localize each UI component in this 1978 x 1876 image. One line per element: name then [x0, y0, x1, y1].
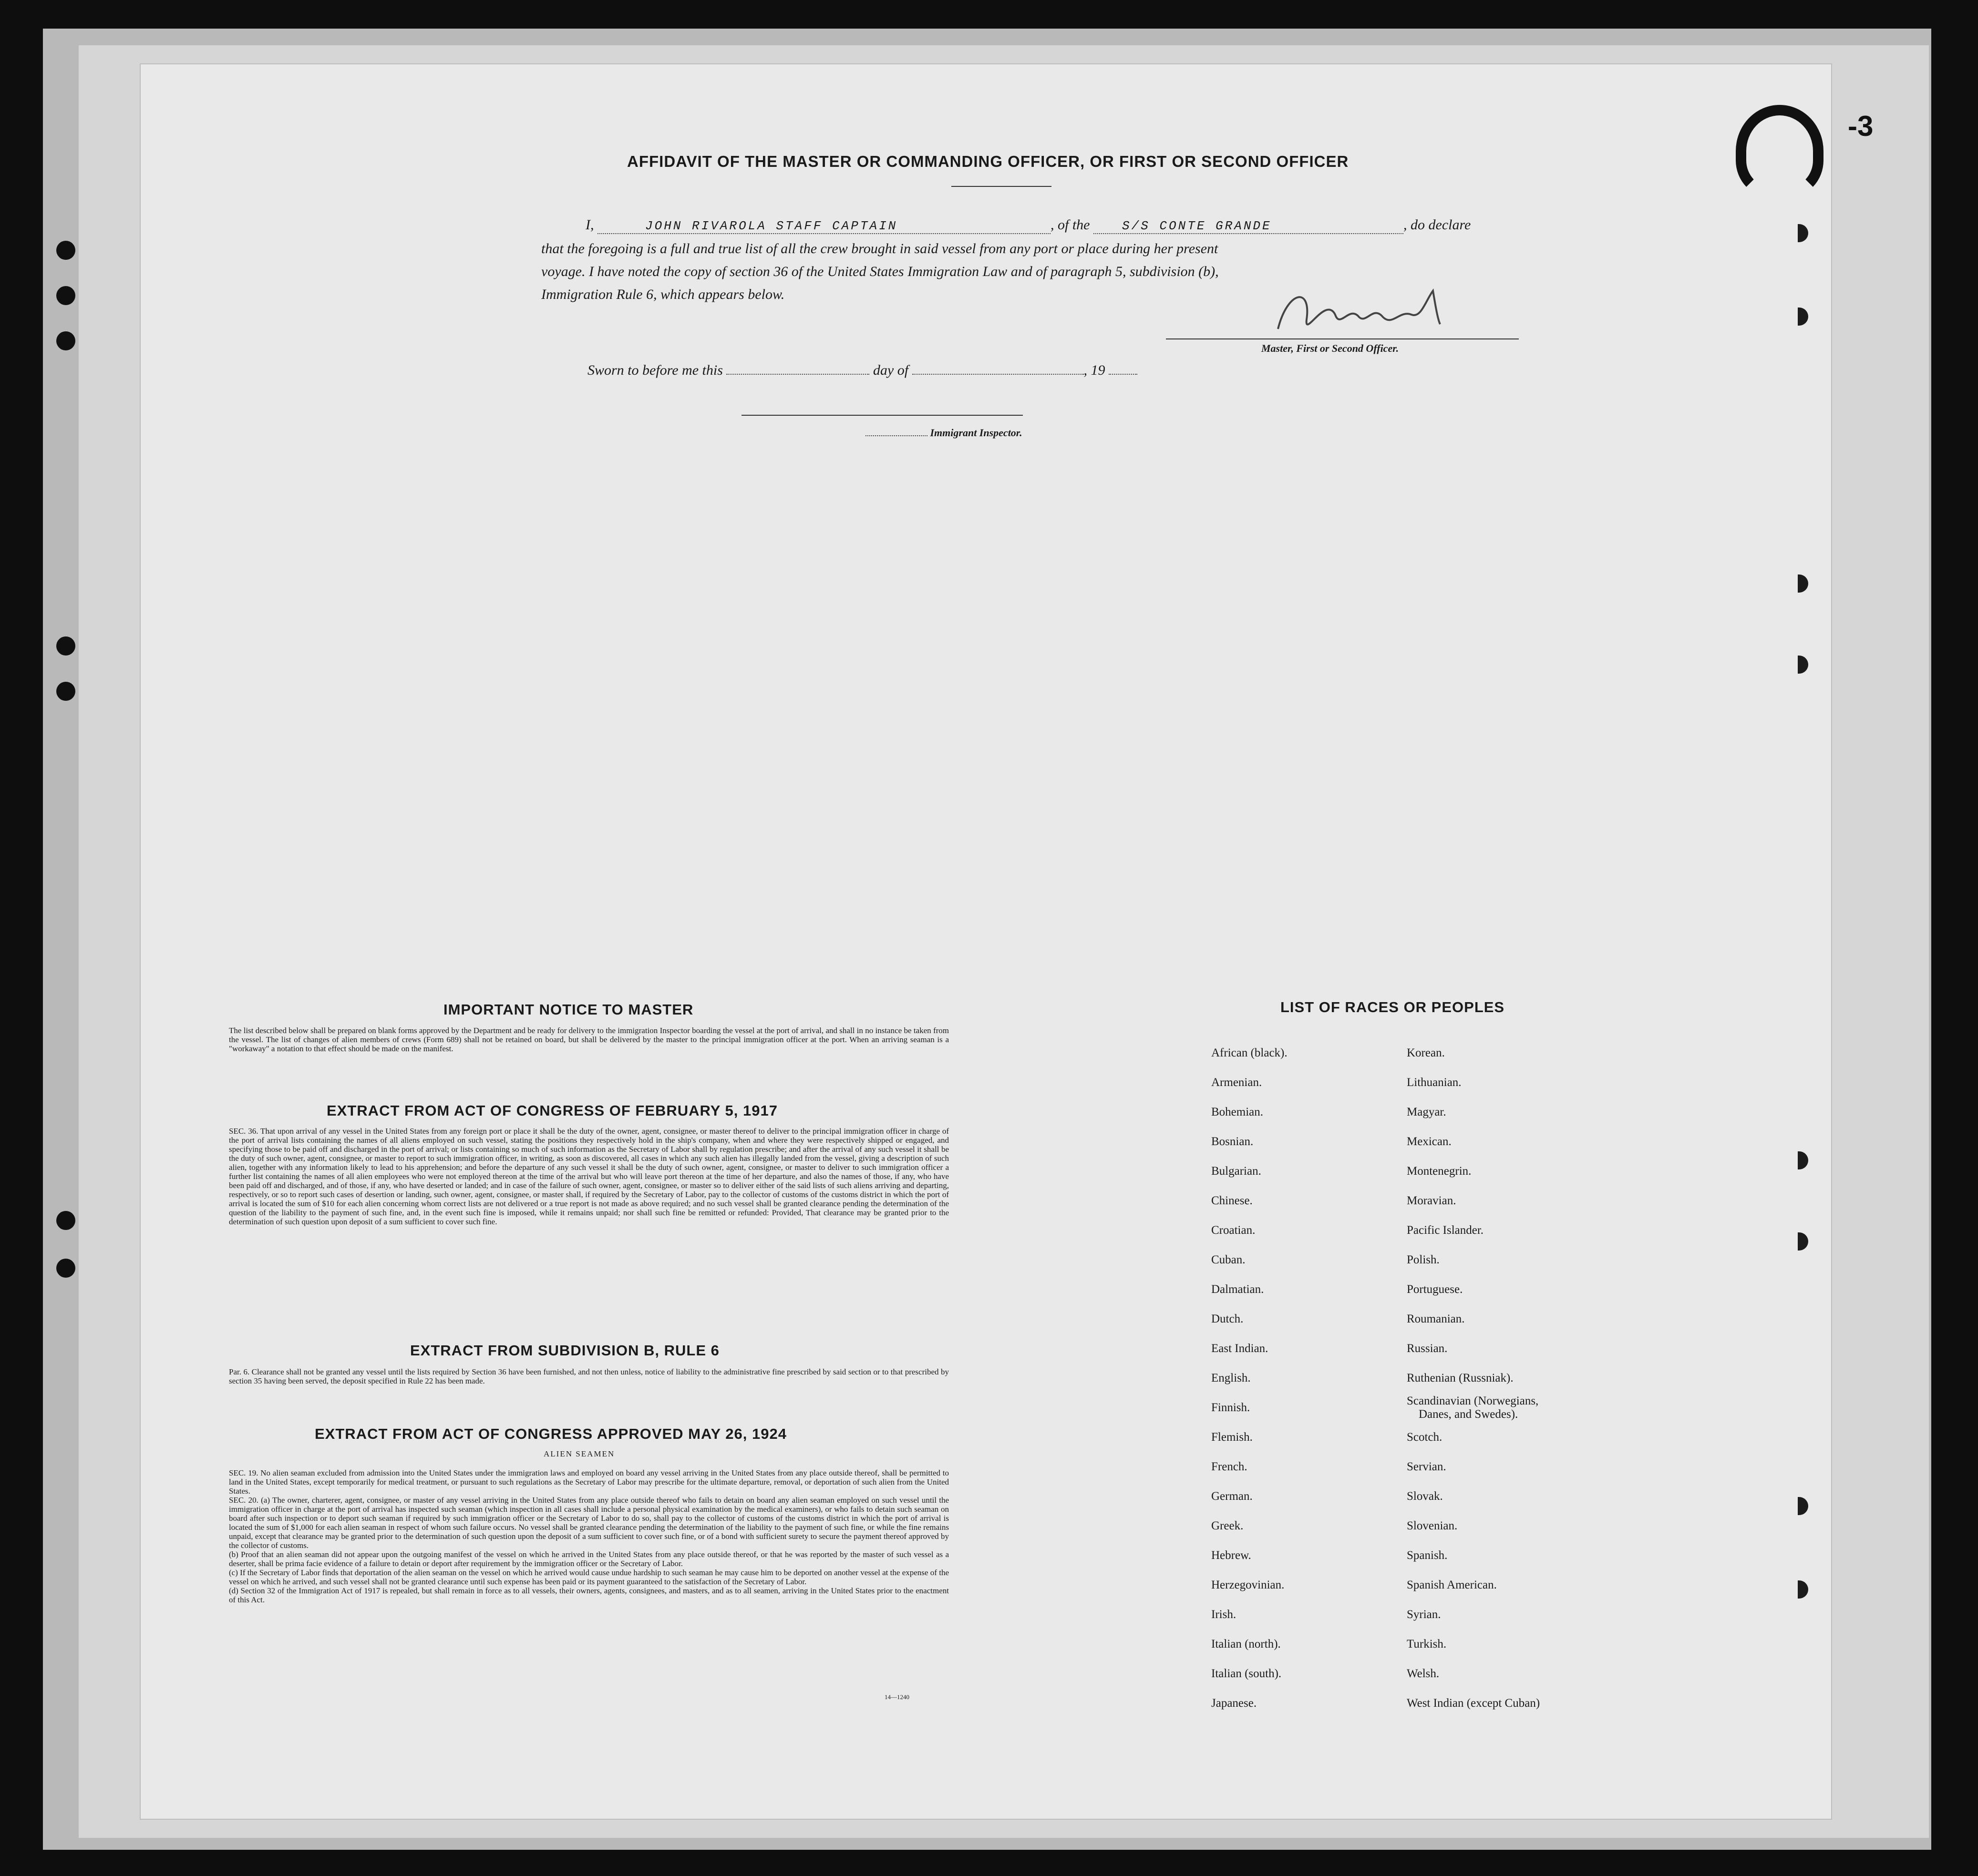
race-right: Montenegrin.	[1407, 1165, 1472, 1178]
extract1-title: EXTRACT FROM ACT OF CONGRESS OF FEBRUARY 5, 1917	[327, 1102, 778, 1119]
race-right: Russian.	[1407, 1342, 1448, 1355]
signature-line	[1166, 338, 1519, 339]
binder-hole	[56, 286, 75, 305]
race-left: Italian (north).	[1211, 1638, 1281, 1650]
race-left: Irish.	[1211, 1608, 1236, 1621]
sworn-day-field	[726, 374, 869, 375]
binder-hole	[56, 682, 75, 701]
race-left: Finnish.	[1211, 1401, 1250, 1414]
race-right: Roumanian.	[1407, 1312, 1465, 1325]
page-number: -3	[1848, 110, 1874, 142]
affidavit-line-2: that the foregoing is a full and true list of all the crew brought in said vessel from any port or place during her present	[541, 241, 1218, 256]
race-left: Dutch.	[1211, 1312, 1244, 1325]
master-signature	[1268, 277, 1473, 348]
race-right-continuation: Danes, and Swedes).	[1419, 1408, 1518, 1421]
inspector-caption: Immigrant Inspector.	[930, 427, 1022, 439]
affidavit-title: AFFIDAVIT OF THE MASTER OR COMMANDING OFFICER, OR FIRST OR SECOND OFFICER	[627, 153, 1349, 170]
extract3-sec19: SEC. 19. No alien seaman excluded from admission into the United States under the immigration laws and employed on board any vessel arriving in the United States from any place outside thereof, shall be permitted to land in the United States, except temporarily for medical treatment, or pursuant to such regulations as the Secretary of Labor may prescribe for the ultimate departure, removal, or deportation of such alien from the United States.	[229, 1468, 949, 1496]
title-underline	[951, 186, 1051, 187]
race-right: Moravian.	[1407, 1194, 1456, 1207]
extract1-body: SEC. 36. That upon arrival of any vessel in the United States from any foreign port or place it shall be the duty of the owner, agent, consignee, or master thereof to deliver to the principal immigration officer in charge of the port of arrival lists containing the names of all aliens employed on such vessel, stating the positions they respectively hold in the ship's company, when and where they were respectively shipped or engaged, and specifying those to be paid off and discharged in the port of arrival; or lists containing so much of such information as the Secretary of Labor shall by regulation prescribe; and after the arrival of any such vessel it shall be the duty of such owner, agent, consignee, or master to report to such immigration officer, in writing, as soon as discovered, all cases in which any such alien has illegally landed from the vessel, giving a description of such alien, together with any information likely to lead to his apprehension; and before the departure of any such vessel it shall be the duty of such owner, agent, consignee, or master to deliver to such immigration officer a further list containing the names of all alien employees who were not employed thereon at the time of the arrival but who will leave port thereon at the time of her departure, and also the names of those, if any, who have been paid off and discharged, and of those, if any, who have deserted or landed; and in case of the failure of such owner, agent, consignee, or master so to deliver either of the said lists of such aliens arriving and departing, respectively, or so to report such cases of desertion or landing, such owner, agent, consignee, or master shall, if required by the Secretary of Labor, pay to the collector of customs of the customs district in which the port of arrival is located the sum of $10 for each alien concerning whom correct lists are not delivered or a true report is not made as above required; and no such vessel shall be granted clearance pending the determination of the question of the liability to the payment of such fine, and, in the event such fine is imposed, while it remains unpaid; nor shall such fine be remitted or refunded: Provided, That clearance may be granted prior to the determination of such question upon deposit of a sum sufficient to cover such fine.	[229, 1127, 949, 1226]
extract3-title: EXTRACT FROM ACT OF CONGRESS APPROVED MAY 26, 1924	[315, 1425, 787, 1442]
race-left: Croatian.	[1211, 1224, 1256, 1237]
sworn-line	[587, 362, 1137, 379]
race-right: Scotch.	[1407, 1431, 1442, 1444]
extract3-subtitle: ALIEN SEAMEN	[544, 1449, 615, 1458]
vessel-name: S/S CONTE GRANDE	[1122, 219, 1272, 233]
race-right: Slovenian.	[1407, 1519, 1458, 1532]
do-declare-text: , do declare	[1403, 217, 1471, 233]
extract3-sec20a: SEC. 20. (a) The owner, charterer, agent, consignee, or master of any vessel arriving in the United States from any place outside thereof who fails to detain on board any alien seaman employed on such vessel until the immigration officer in charge at the port of arrival has inspected such seaman (which inspection in all cases shall include a personal physical examination by the medical examiners), or who fails to detain such seaman on board after such inspection or to deport such seaman if required by such immigration officer or the Secretary of Labor to do so, shall pay to the collector of customs of the customs district in which the port of arrival is located the sum of $1,000 for each alien seaman in respect of whom such failure occurs. No vessel shall be granted clearance pending the determination of the liability to the payment of such fine, or while the fine remains unpaid, except that clearance may be granted prior to the determination of such question upon the deposit of a sum sufficient to cover such fine, or of a bond with sufficient surety to secure the payment thereof approved by the collector of customs.	[229, 1496, 949, 1550]
race-right: Pacific Islander.	[1407, 1224, 1484, 1237]
binder-hole	[56, 636, 75, 656]
extract3-sec20b: (b) Proof that an alien seaman did not appear upon the outgoing manifest of the vessel on which he arrived in the United States from any place outside thereof, or that he was reported by the master of such vessel as a deserter, shall be prima facie evidence of a failure to detain or deport after requirement by the immigration officer or the Secretary of Labor.	[229, 1550, 949, 1568]
day-of-text: day of	[873, 362, 909, 378]
race-right: Servian.	[1407, 1460, 1446, 1473]
race-left: Cuban.	[1211, 1253, 1246, 1266]
race-left: Italian (south).	[1211, 1667, 1282, 1680]
race-right: Spanish American.	[1407, 1579, 1497, 1591]
binder-hole	[56, 241, 75, 260]
affidavit-line-3: voyage. I have noted the copy of section 36 of the United States Immigration Law and of paragraph 5, subdivision (b),	[541, 264, 1219, 279]
extract3-body	[229, 1468, 949, 1604]
extract3-sec20c: (c) If the Secretary of Labor finds that deportation of the alien seaman on the vessel on which he arrived would cause undue hardship to such seaman he may cause him to be deported on another vessel at the expense of the vessel on which he arrived, and such vessel shall not be granted clearance until such expense has been paid or its payment guaranteed to the satisfaction of the Secretary of Labor.	[229, 1568, 949, 1586]
race-left: Hebrew.	[1211, 1549, 1251, 1562]
race-left: Dalmatian.	[1211, 1283, 1264, 1296]
race-right: Slovak.	[1407, 1490, 1443, 1503]
race-left: Bosnian.	[1211, 1135, 1254, 1148]
extract2-body: Par. 6. Clearance shall not be granted any vessel until the lists required by Section 36 have been furnished, and not then unless, notice of liability to the administrative fine prescribed by said section or to that prescribed by section 35 having been served, the deposit specified in Rule 22 has been made.	[229, 1367, 949, 1385]
race-right: Turkish.	[1407, 1638, 1447, 1650]
race-left: Chinese.	[1211, 1194, 1253, 1207]
race-left: Greek.	[1211, 1519, 1244, 1532]
sworn-year-field	[1109, 374, 1137, 375]
binder-hole	[56, 331, 75, 350]
extract3-sec20d: (d) Section 32 of the Immigration Act of 1917 is repealed, but shall remain in force as to all vessels, their owners, agents, consignees, and masters, and as to all seamen, arriving in the United States prior to the enactment of this Act.	[229, 1586, 949, 1604]
race-right: Magyar.	[1407, 1106, 1446, 1118]
race-right: Mexican.	[1407, 1135, 1452, 1148]
race-right: Welsh.	[1407, 1667, 1440, 1680]
race-right: Polish.	[1407, 1253, 1440, 1266]
stamped-number-mark	[1736, 105, 1823, 197]
affidavit-line-4: Immigration Rule 6, which appears below.	[541, 287, 785, 302]
race-right: Spanish.	[1407, 1549, 1448, 1562]
race-left: English.	[1211, 1372, 1251, 1384]
race-left: French.	[1211, 1460, 1247, 1473]
notice-body: The list described below shall be prepared on blank forms approved by the Department and be ready for delivery to the immigration Inspector boarding the vessel at the port of arrival, and shall in no instance be taken from the vessel. The list of changes of alien members of crews (Form 689) shall not be retained on board, but shall be delivered by the master to the principal immigration officer at the port. When an arriving seaman is a "workaway" a notation to that effect should be made on the manifest.	[229, 1026, 949, 1053]
race-right: Lithuanian.	[1407, 1076, 1462, 1089]
race-right: West Indian (except Cuban)	[1407, 1697, 1540, 1710]
notice-title: IMPORTANT NOTICE TO MASTER	[443, 1001, 694, 1018]
master-name-field	[598, 217, 1051, 234]
sworn-month-field	[912, 374, 1084, 375]
race-left: Japanese.	[1211, 1697, 1257, 1710]
race-left: Herzegovinian.	[1211, 1579, 1285, 1591]
race-right: Scandinavian (Norwegians,	[1407, 1394, 1539, 1407]
of-the-text: , of the	[1051, 217, 1090, 233]
race-right: Ruthenian (Russniak).	[1407, 1372, 1514, 1384]
race-left: German.	[1211, 1490, 1253, 1503]
race-right: Korean.	[1407, 1046, 1445, 1059]
inspector-line	[865, 427, 1022, 439]
race-left: African (black).	[1211, 1046, 1288, 1059]
race-right: Syrian.	[1407, 1608, 1441, 1621]
affidavit-line-1	[586, 217, 1471, 234]
inspector-signature-line	[742, 415, 1023, 416]
race-left: East Indian.	[1211, 1342, 1268, 1355]
form-number: 14—1240	[885, 1693, 909, 1701]
year-text: , 19	[1083, 362, 1105, 378]
affidavit-lead: I,	[586, 217, 594, 233]
races-title: LIST OF RACES OR PEOPLES	[1280, 999, 1505, 1015]
race-left: Bohemian.	[1211, 1106, 1264, 1118]
race-left: Bulgarian.	[1211, 1165, 1261, 1178]
master-name: JOHN RIVAROLA STAFF CAPTAIN	[645, 219, 898, 233]
sworn-text: Sworn to before me this	[587, 362, 723, 378]
race-left: Flemish.	[1211, 1431, 1253, 1444]
inspector-dots	[865, 435, 927, 436]
vessel-field	[1093, 217, 1403, 234]
signature-caption: Master, First or Second Officer.	[1261, 342, 1399, 354]
race-left: Armenian.	[1211, 1076, 1262, 1089]
race-right: Portuguese.	[1407, 1283, 1463, 1296]
binder-hole	[56, 1259, 75, 1278]
binder-hole	[56, 1211, 75, 1230]
extract2-title: EXTRACT FROM SUBDIVISION B, RULE 6	[410, 1342, 720, 1359]
